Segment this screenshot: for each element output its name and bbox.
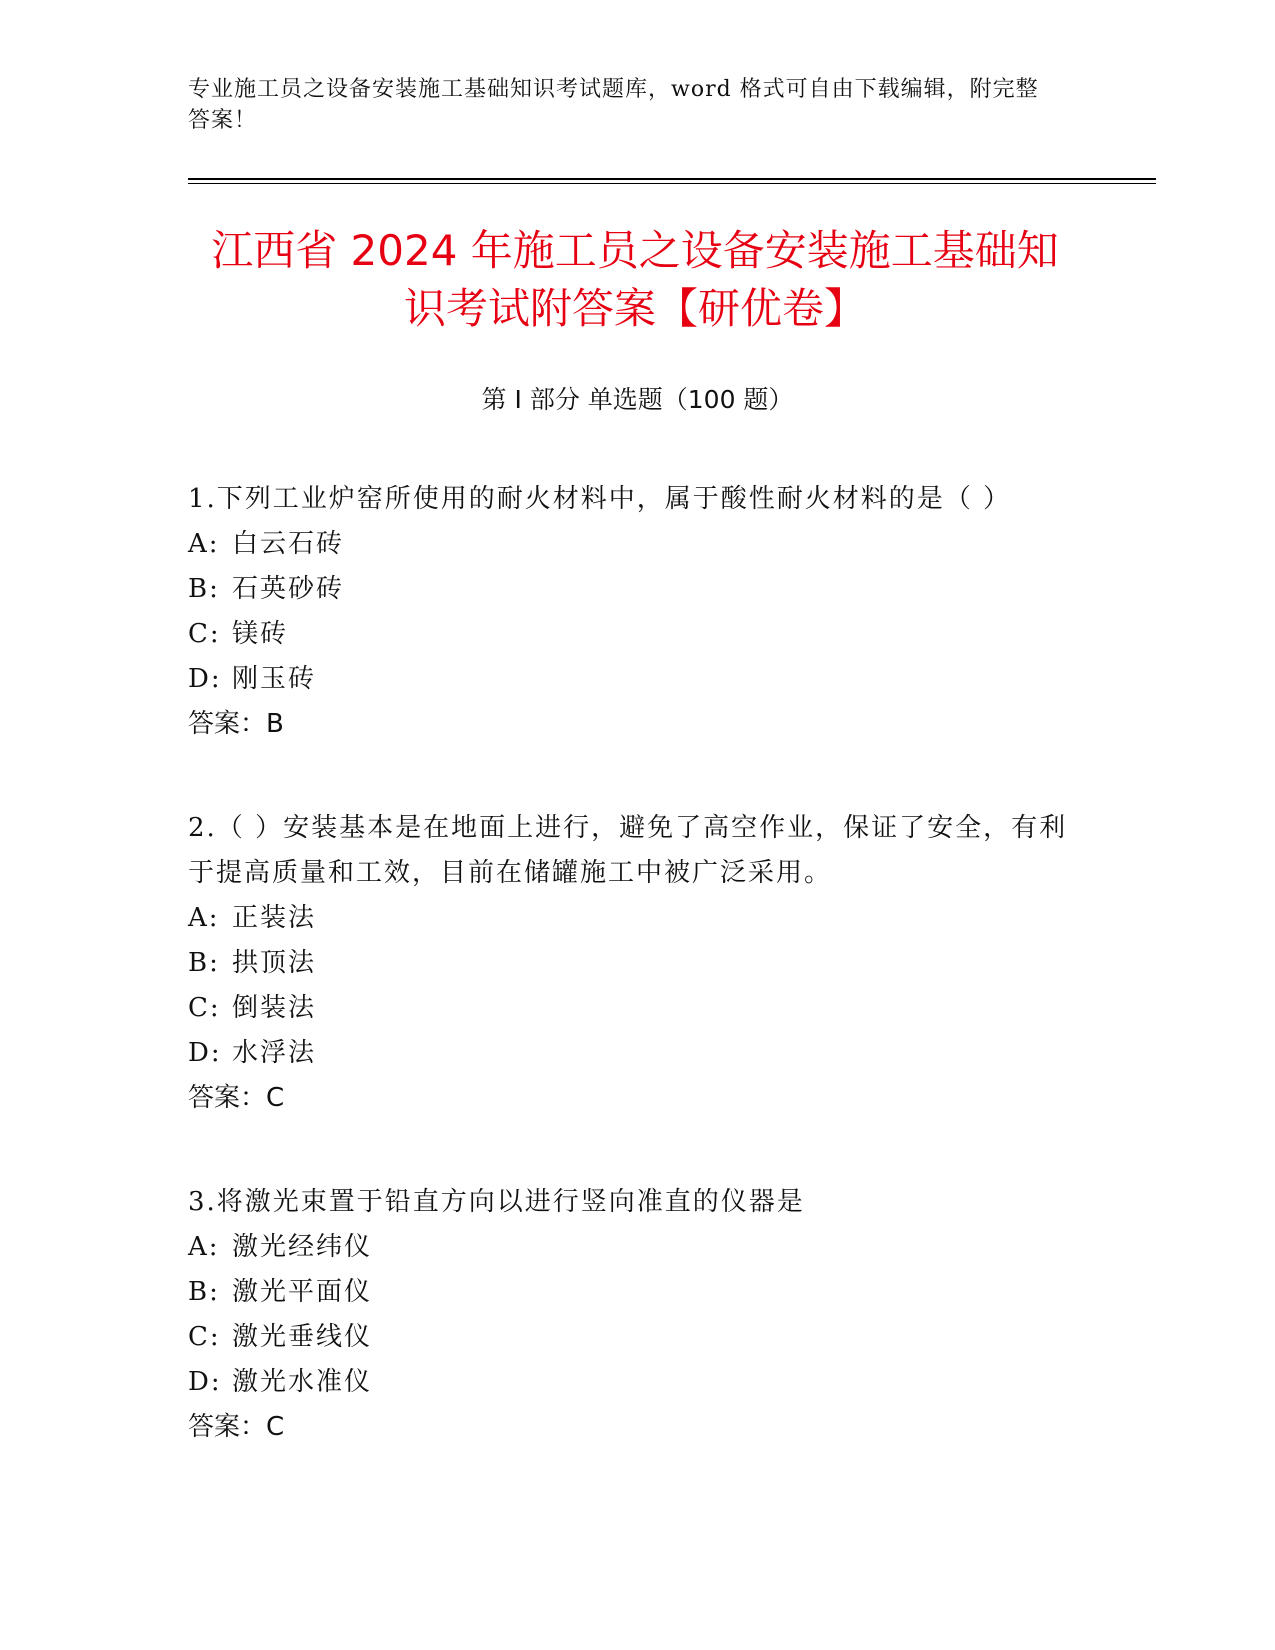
option-key: C: (188, 1322, 221, 1352)
option-a (188, 522, 1068, 567)
option-text: 激光经纬仪 (232, 1232, 373, 1262)
question-stem: 3.将激光束置于铅直方向以进行竖向准直的仪器是 (188, 1187, 805, 1217)
option-d (188, 657, 1068, 702)
option-a (188, 896, 1068, 941)
option-key: B: (188, 574, 220, 604)
question-3 (188, 1180, 1068, 1450)
option-text: 刚玉砖 (232, 664, 317, 694)
option-key: C: (188, 619, 221, 649)
document-title-line-2: 识考试附答案【研优卷】 (403, 284, 866, 333)
option-c (188, 986, 1068, 1031)
option-key: A: (188, 529, 220, 559)
option-text: 激光水准仪 (232, 1367, 373, 1397)
option-text: 倒装法 (232, 993, 317, 1023)
option-key: D: (188, 664, 222, 694)
option-c (188, 1315, 1068, 1360)
header-divider-thick (188, 178, 1156, 180)
question-list (188, 477, 1068, 1509)
option-key: C: (188, 993, 221, 1023)
option-key: D: (188, 1367, 222, 1397)
option-b (188, 1270, 1068, 1315)
option-text: 正装法 (232, 903, 317, 933)
option-text: 激光垂线仪 (232, 1322, 373, 1352)
question-2 (188, 806, 1068, 1121)
option-b (188, 941, 1068, 986)
option-key: A: (188, 903, 220, 933)
option-text: 镁砖 (232, 619, 289, 649)
option-text: 拱顶法 (232, 948, 317, 978)
option-key: B: (188, 1277, 220, 1307)
answer-label: 答案：C (188, 1083, 285, 1113)
header-note: 专业施工员之设备安装施工基础知识考试题库，word 格式可自由下载编辑，附完整答案！ (188, 77, 1039, 133)
option-key: D: (188, 1038, 222, 1068)
option-c (188, 612, 1068, 657)
section-title: 第 I 部分 单选题（100 题） (481, 385, 794, 414)
header-divider-thin (188, 183, 1156, 184)
answer-label: 答案：C (188, 1412, 285, 1442)
option-a (188, 1225, 1068, 1270)
option-b (188, 567, 1068, 612)
option-key: B: (188, 948, 220, 978)
document-title (175, 222, 1095, 338)
document-title-line-1: 江西省 2024 年施工员之设备安装施工基础知 (211, 226, 1059, 275)
option-text: 白云石砖 (232, 529, 345, 559)
answer-label: 答案：B (188, 709, 284, 739)
question-stem: 2.（ ）安装基本是在地面上进行，避免了高空作业，保证了安全，有利于提高质量和工效，目前在储罐施工中被广泛采用。 (188, 813, 1068, 888)
option-text: 石英砂砖 (232, 574, 345, 604)
question-stem: 1.下列工业炉窑所使用的耐火材料中，属于酸性耐火材料的是（ ） (188, 484, 1012, 514)
question-1 (188, 477, 1068, 747)
option-key: A: (188, 1232, 220, 1262)
option-text: 水浮法 (232, 1038, 317, 1068)
option-text: 激光平面仪 (232, 1277, 373, 1307)
option-d (188, 1360, 1068, 1405)
option-d (188, 1031, 1068, 1076)
